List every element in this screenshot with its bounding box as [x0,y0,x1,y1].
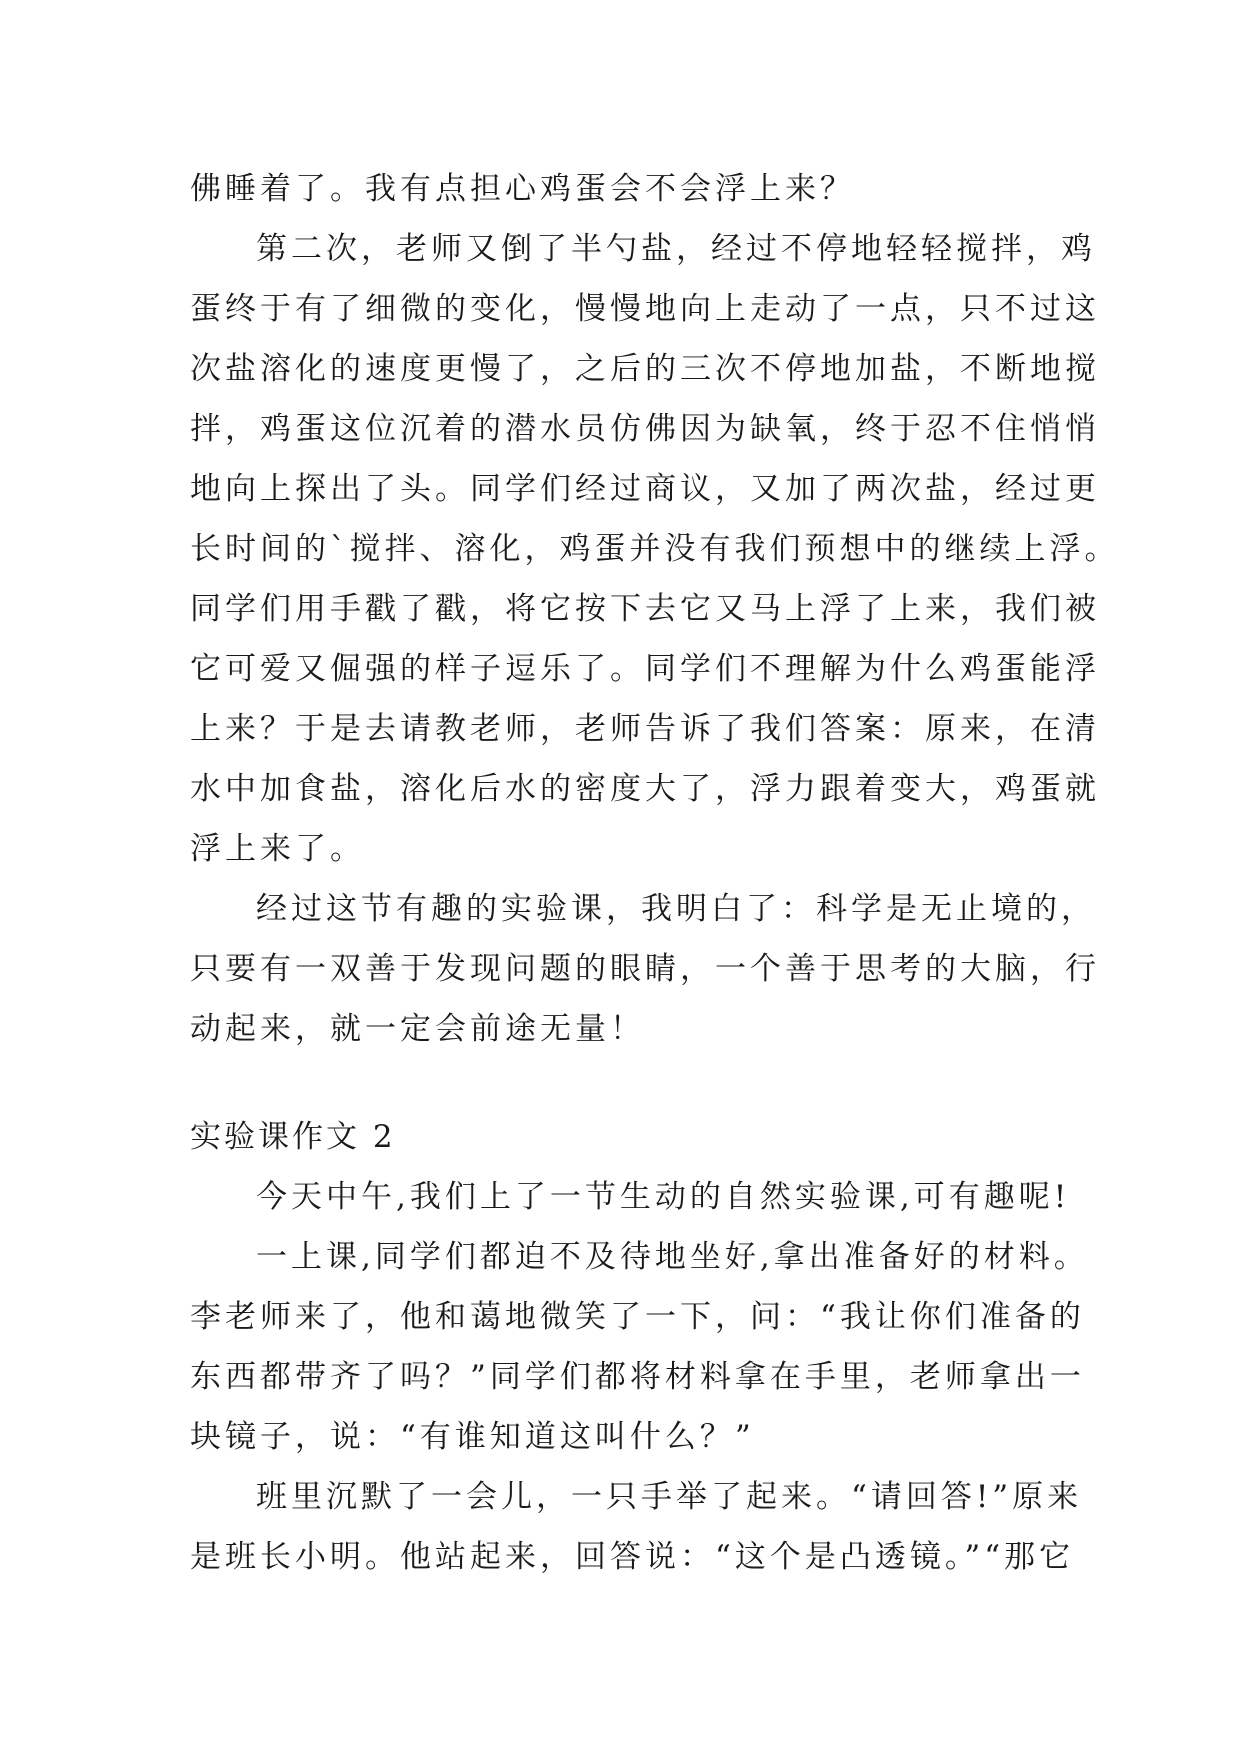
text-line: 水中加食盐，溶化后水的密度大了，浮力跟着变大，鸡蛋就 [190,771,1100,807]
text-line: 拌，鸡蛋这位沉着的潜水员仿佛因为缺氧，终于忍不住悄悄 [190,411,1100,447]
text-line: 只要有一双善于发现问题的眼睛，一个善于思考的大脑，行 [190,951,1100,987]
text-line: 长时间的`搅拌、溶化，鸡蛋并没有我们预想中的继续上浮。 [190,531,1120,567]
text-line: 次盐溶化的速度更慢了，之后的三次不停地加盐，不断地搅 [190,351,1100,387]
text-line: 李老师来了，他和蔼地微笑了一下，问：“我让你们准备的 [190,1299,1085,1335]
text-line: 今天中午,我们上了一节生动的自然实验课,可有趣呢! [256,1179,1071,1215]
text-line: 它可爱又倔强的样子逗乐了。同学们不理解为什么鸡蛋能浮 [190,651,1100,687]
section-gap [190,1059,1070,1107]
text-line: 佛睡着了。我有点担心鸡蛋会不会浮上来？ [190,171,855,207]
essay-heading: 实验课作文 2 [190,1119,396,1155]
text-line: 上来？于是去请教老师，老师告诉了我们答案：原来，在清 [190,711,1100,747]
document-body [190,159,1120,1587]
text-line: 一上课,同学们都迫不及待地坐好,拿出准备好的材料。 [256,1239,1089,1275]
text-line: 动起来，就一定会前途无量！ [190,1011,645,1047]
text-line: 经过这节有趣的实验课，我明白了：科学是无止境的， [256,891,1096,927]
text-line: 第二次，老师又倒了半勺盐，经过不停地轻轻搅拌，鸡 [256,231,1096,267]
text-line: 东西都带齐了吗？”同学们都将材料拿在手里，老师拿出一 [190,1359,1085,1395]
text-line: 块镜子，说：“有谁知道这叫什么？” [190,1419,755,1455]
text-line: 蛋终于有了细微的变化，慢慢地向上走动了一点，只不过这 [190,291,1100,327]
text-line: 地向上探出了头。同学们经过商议，又加了两次盐，经过更 [190,471,1100,507]
text-line: 浮上来了。 [190,831,365,867]
essay-1-continuation [190,159,1120,1059]
essay-2-body [190,1167,1089,1587]
text-line: 班里沉默了一会儿，一只手举了起来。“请回答!”原来 [256,1479,1083,1515]
text-line: 是班长小明。他站起来，回答说：“这个是凸透镜。”“那它 [190,1539,1075,1575]
text-line: 同学们用手戳了戳，将它按下去它又马上浮了上来，我们被 [190,591,1100,627]
